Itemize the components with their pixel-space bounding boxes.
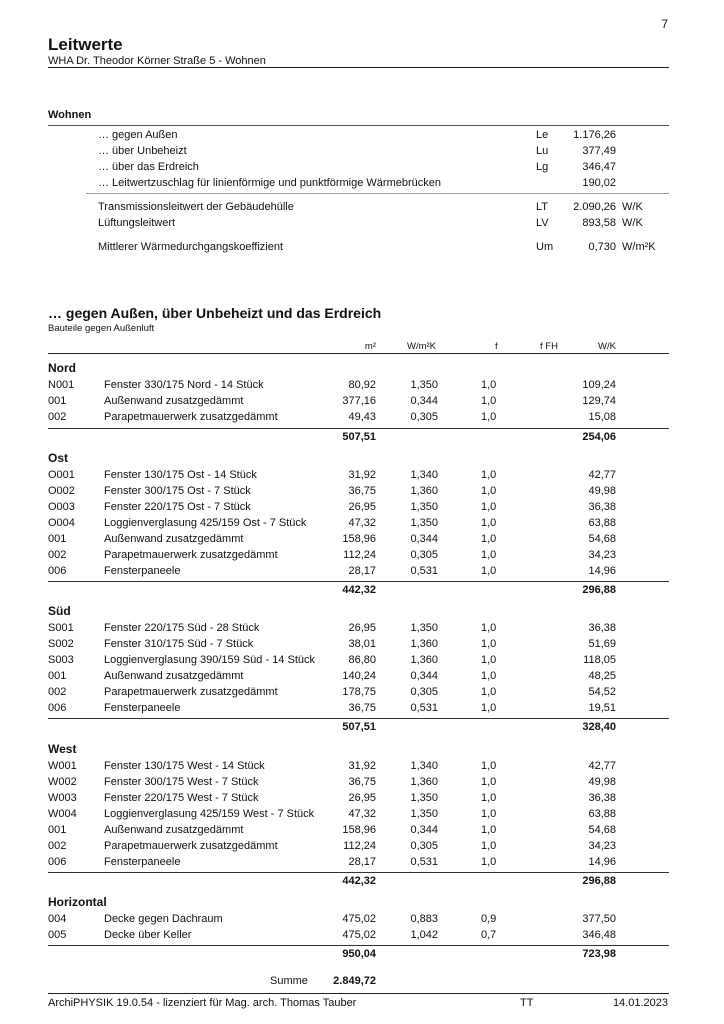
- element-conductance: 118,05: [583, 654, 616, 666]
- group-sum-rule: [48, 718, 669, 719]
- element-u-value: 1,350: [410, 379, 438, 391]
- element-code: O002: [48, 485, 75, 497]
- summary-label: Lüftungsleitwert: [98, 217, 176, 229]
- element-code: 005: [48, 929, 67, 941]
- element-u-value: 1,360: [410, 654, 438, 666]
- element-f-factor: 1,0: [481, 501, 497, 513]
- element-area: 38,01: [348, 638, 376, 650]
- element-conductance: 63,88: [588, 517, 616, 529]
- summary-row: [0, 145, 724, 161]
- element-u-value: 1,350: [410, 501, 438, 513]
- footer-rule: [48, 993, 669, 994]
- table-row: [0, 654, 724, 670]
- element-code: 006: [48, 565, 67, 577]
- element-name: Loggienverglasung 425/159 West - 7 Stück: [104, 808, 315, 820]
- element-u-value: 0,344: [410, 670, 438, 682]
- summary-total-row: [0, 217, 724, 233]
- element-f-factor: 1,0: [481, 622, 497, 634]
- summary-value: 0,730: [588, 241, 616, 253]
- group-sum-conductance: 296,88: [582, 584, 616, 596]
- element-code: W003: [48, 792, 77, 804]
- element-conductance: 49,98: [588, 776, 616, 788]
- element-conductance: 34,23: [588, 549, 616, 561]
- table-row: [0, 411, 724, 427]
- element-u-value: 0,883: [410, 913, 438, 925]
- summary-label: Mittlerer Wärmedurchgangskoeffizient: [98, 241, 284, 253]
- element-u-value: 1,340: [410, 469, 438, 481]
- element-f-factor: 1,0: [481, 549, 497, 561]
- group-sum-row: [0, 431, 724, 447]
- table-row: [0, 776, 724, 792]
- element-conductance: 54,68: [588, 533, 616, 545]
- element-code: 002: [48, 411, 67, 423]
- summary-symbol: Le: [536, 129, 549, 141]
- element-u-value: 0,305: [410, 411, 438, 423]
- element-conductance: 36,38: [588, 622, 616, 634]
- element-code: W002: [48, 776, 77, 788]
- table-row: [0, 840, 724, 856]
- element-name: Fensterpaneele: [104, 702, 181, 714]
- element-conductance: 54,52: [588, 686, 616, 698]
- summary-value: 190,02: [582, 177, 616, 189]
- element-name: Fenster 220/175 West - 7 Stück: [104, 792, 259, 804]
- summary-total-row: [0, 201, 724, 217]
- element-code: O004: [48, 517, 75, 529]
- element-f-factor: 1,0: [481, 760, 497, 772]
- group-sum-row: [0, 721, 724, 737]
- element-code: S003: [48, 654, 74, 666]
- element-area: 26,95: [348, 501, 376, 513]
- element-code: 001: [48, 533, 67, 545]
- element-area: 158,96: [342, 533, 376, 545]
- element-code: 001: [48, 395, 67, 407]
- element-area: 80,92: [348, 379, 376, 391]
- group-title: Süd: [48, 604, 71, 618]
- element-name: Außenwand zusatzgedämmt: [104, 824, 244, 836]
- element-u-value: 1,350: [410, 792, 438, 804]
- element-u-value: 1,360: [410, 776, 438, 788]
- element-f-factor: 1,0: [481, 670, 497, 682]
- table-row: [0, 565, 724, 581]
- element-u-value: 0,305: [410, 549, 438, 561]
- element-u-value: 0,344: [410, 533, 438, 545]
- element-name: Parapetmauerwerk zusatzgedämmt: [104, 411, 278, 423]
- element-name: Fenster 220/175 Ost - 7 Stück: [104, 501, 251, 513]
- group-sum-area: 507,51: [342, 721, 376, 733]
- group-sum-area: 442,32: [342, 584, 376, 596]
- element-f-factor: 1,0: [481, 485, 497, 497]
- document-title: Leitwerte: [48, 35, 123, 54]
- element-f-factor: 1,0: [481, 792, 497, 804]
- group-sum-conductance: 723,98: [582, 948, 616, 960]
- table-row: [0, 760, 724, 776]
- group-sum-row: [0, 875, 724, 891]
- summary-row: [0, 161, 724, 177]
- summary-symbol: LV: [536, 217, 549, 229]
- footer-license: ArchiPHYSIK 19.0.54 - lizenziert für Mag. arch. Thomas Tauber: [48, 997, 357, 1009]
- grand-total-row: [0, 975, 724, 991]
- group-sum-rule: [48, 872, 669, 873]
- footer-initials: TT: [520, 997, 534, 1009]
- summary-title: Wohnen: [48, 109, 92, 121]
- element-name: Decke über Keller: [104, 929, 192, 941]
- element-code: 002: [48, 686, 67, 698]
- table-row: [0, 856, 724, 872]
- summary-subtotal-rule: [86, 193, 669, 194]
- element-code: 006: [48, 702, 67, 714]
- group-sum-rule: [48, 945, 669, 946]
- element-area: 26,95: [348, 792, 376, 804]
- element-name: Außenwand zusatzgedämmt: [104, 533, 244, 545]
- column-header-wk: W/K: [598, 341, 616, 352]
- element-conductance: 15,08: [588, 411, 616, 423]
- table-row: [0, 913, 724, 929]
- element-f-factor: 1,0: [481, 517, 497, 529]
- element-area: 31,92: [348, 469, 376, 481]
- element-u-value: 0,344: [410, 395, 438, 407]
- element-area: 158,96: [342, 824, 376, 836]
- element-name: Fenster 130/175 Ost - 14 Stück: [104, 469, 257, 481]
- element-name: Außenwand zusatzgedämmt: [104, 395, 244, 407]
- element-name: Loggienverglasung 390/159 Süd - 14 Stück: [104, 654, 315, 666]
- grand-total-label: Summe: [270, 975, 308, 987]
- element-u-value: 1,042: [410, 929, 438, 941]
- element-f-factor: 1,0: [481, 654, 497, 666]
- grand-total-value: 2.849,72: [333, 975, 376, 987]
- element-name: Parapetmauerwerk zusatzgedämmt: [104, 840, 278, 852]
- element-name: Parapetmauerwerk zusatzgedämmt: [104, 686, 278, 698]
- summary-mean-row: [0, 241, 724, 257]
- table-row: [0, 686, 724, 702]
- element-area: 47,32: [348, 808, 376, 820]
- group-sum-row: [0, 948, 724, 964]
- element-f-factor: 1,0: [481, 638, 497, 650]
- element-area: 140,24: [342, 670, 376, 682]
- summary-value: 893,58: [582, 217, 616, 229]
- element-u-value: 1,350: [410, 622, 438, 634]
- group-sum-conductance: 254,06: [582, 431, 616, 443]
- element-area: 36,75: [348, 776, 376, 788]
- summary-label: … Leitwertzuschlag für linienförmige und punktförmige Wärmebrücken: [98, 177, 441, 189]
- element-u-value: 0,531: [410, 702, 438, 714]
- table-row: [0, 670, 724, 686]
- element-conductance: 42,77: [588, 469, 616, 481]
- table-row: [0, 379, 724, 395]
- element-name: Parapetmauerwerk zusatzgedämmt: [104, 549, 278, 561]
- header-rule: [48, 67, 669, 68]
- table-row: [0, 469, 724, 485]
- footer-date: 14.01.2023: [612, 997, 668, 1009]
- element-conductance: 377,50: [582, 913, 616, 925]
- element-conductance: 346,48: [582, 929, 616, 941]
- table-row: [0, 622, 724, 638]
- element-area: 26,95: [348, 622, 376, 634]
- element-u-value: 1,350: [410, 808, 438, 820]
- group-sum-rule: [48, 428, 669, 429]
- element-name: Fenster 310/175 Süd - 7 Stück: [104, 638, 254, 650]
- column-header-area: m²: [364, 341, 376, 352]
- element-u-value: 1,360: [410, 638, 438, 650]
- element-conductance: 54,68: [588, 824, 616, 836]
- detail-subtitle: Bauteile gegen Außenluft: [48, 323, 155, 334]
- element-f-factor: 1,0: [481, 808, 497, 820]
- summary-row: [0, 129, 724, 145]
- element-area: 86,80: [348, 654, 376, 666]
- table-row: [0, 638, 724, 654]
- element-name: Fenster 130/175 West - 14 Stück: [104, 760, 265, 772]
- element-area: 36,75: [348, 702, 376, 714]
- element-conductance: 49,98: [588, 485, 616, 497]
- element-f-factor: 0,9: [481, 913, 497, 925]
- element-conductance: 14,96: [588, 565, 616, 577]
- table-row: [0, 808, 724, 824]
- element-name: Fensterpaneele: [104, 856, 181, 868]
- column-header-f: f: [495, 341, 498, 352]
- column-header-u: W/m²K: [407, 341, 437, 352]
- group-sum-rule: [48, 581, 669, 582]
- summary-symbol: Lu: [536, 145, 549, 157]
- summary-value: 346,47: [582, 161, 616, 173]
- element-u-value: 1,350: [410, 517, 438, 529]
- element-f-factor: 1,0: [481, 533, 497, 545]
- summary-label: Transmissionsleitwert der Gebäudehülle: [98, 201, 294, 213]
- element-name: Fenster 220/175 Süd - 28 Stück: [104, 622, 260, 634]
- element-f-factor: 0,7: [481, 929, 497, 941]
- group-sum-area: 442,32: [342, 875, 376, 887]
- group-sum-area: 507,51: [342, 431, 376, 443]
- group-title: West: [48, 742, 77, 756]
- element-conductance: 36,38: [588, 792, 616, 804]
- element-code: 004: [48, 913, 67, 925]
- table-row: [0, 929, 724, 945]
- element-code: W001: [48, 760, 77, 772]
- element-f-factor: 1,0: [481, 840, 497, 852]
- element-u-value: 0,305: [410, 840, 438, 852]
- group-sum-conductance: 296,88: [582, 875, 616, 887]
- summary-value: 377,49: [582, 145, 616, 157]
- column-header-ffh: f FH: [540, 341, 558, 352]
- element-conductance: 51,69: [588, 638, 616, 650]
- element-code: W004: [48, 808, 77, 820]
- element-u-value: 0,305: [410, 686, 438, 698]
- element-u-value: 0,531: [410, 856, 438, 868]
- summary-symbol: LT: [536, 201, 549, 213]
- element-name: Fensterpaneele: [104, 565, 181, 577]
- element-name: Loggienverglasung 425/159 Ost - 7 Stück: [104, 517, 307, 529]
- column-header-rule: [48, 353, 669, 354]
- element-area: 178,75: [342, 686, 376, 698]
- element-area: 49,43: [348, 411, 376, 423]
- element-f-factor: 1,0: [481, 469, 497, 481]
- element-area: 47,32: [348, 517, 376, 529]
- table-row: [0, 824, 724, 840]
- table-row: [0, 501, 724, 517]
- table-row: [0, 792, 724, 808]
- element-u-value: 0,531: [410, 565, 438, 577]
- element-area: 31,92: [348, 760, 376, 772]
- element-f-factor: 1,0: [481, 856, 497, 868]
- element-u-value: 0,344: [410, 824, 438, 836]
- element-name: Fenster 300/175 West - 7 Stück: [104, 776, 259, 788]
- element-name: Fenster 330/175 Nord - 14 Stück: [104, 379, 264, 391]
- element-area: 377,16: [342, 395, 376, 407]
- element-conductance: 129,74: [582, 395, 616, 407]
- element-area: 112,24: [343, 840, 376, 852]
- table-row: [0, 549, 724, 565]
- element-code: O001: [48, 469, 75, 481]
- summary-row: [0, 177, 724, 193]
- element-conductance: 48,25: [588, 670, 616, 682]
- group-title: Ost: [48, 451, 69, 465]
- element-conductance: 14,96: [588, 856, 616, 868]
- element-f-factor: 1,0: [481, 776, 497, 788]
- element-code: N001: [48, 379, 75, 391]
- element-code: S001: [48, 622, 74, 634]
- element-conductance: 34,23: [588, 840, 616, 852]
- element-conductance: 42,77: [588, 760, 616, 772]
- group-title: Nord: [48, 361, 76, 375]
- element-f-factor: 1,0: [481, 379, 497, 391]
- element-name: Fenster 300/175 Ost - 7 Stück: [104, 485, 251, 497]
- element-code: 001: [48, 824, 67, 836]
- summary-unit: W/K: [622, 217, 643, 229]
- summary-label: … über das Erdreich: [98, 161, 199, 173]
- summary-unit: W/m²K: [622, 241, 656, 253]
- element-conductance: 109,24: [582, 379, 616, 391]
- element-code: S002: [48, 638, 74, 650]
- group-title: Horizontal: [48, 895, 107, 909]
- element-conductance: 63,88: [588, 808, 616, 820]
- table-row: [0, 485, 724, 501]
- element-area: 112,24: [343, 549, 376, 561]
- element-code: 001: [48, 670, 67, 682]
- group-sum-row: [0, 584, 724, 600]
- element-area: 28,17: [348, 565, 376, 577]
- element-f-factor: 1,0: [481, 702, 497, 714]
- group-sum-area: 950,04: [342, 948, 376, 960]
- element-conductance: 36,38: [588, 501, 616, 513]
- element-f-factor: 1,0: [481, 686, 497, 698]
- element-area: 475,02: [342, 913, 376, 925]
- summary-unit: W/K: [622, 201, 643, 213]
- element-code: 002: [48, 840, 67, 852]
- element-name: Decke gegen Dachraum: [104, 913, 223, 925]
- summary-value: 2.090,26: [573, 201, 616, 213]
- summary-symbol: Lg: [536, 161, 549, 173]
- summary-label: … gegen Außen: [98, 129, 178, 141]
- element-u-value: 1,360: [410, 485, 438, 497]
- table-row: [0, 395, 724, 411]
- element-f-factor: 1,0: [481, 824, 497, 836]
- element-code: 002: [48, 549, 67, 561]
- element-u-value: 1,340: [410, 760, 438, 772]
- table-row: [0, 533, 724, 549]
- summary-label: … über Unbeheizt: [98, 145, 187, 157]
- element-code: 006: [48, 856, 67, 868]
- document-subtitle: WHA Dr. Theodor Körner Straße 5 - Wohnen: [48, 55, 266, 67]
- summary-symbol: Um: [536, 241, 554, 253]
- element-code: O003: [48, 501, 75, 513]
- element-area: 36,75: [348, 485, 376, 497]
- group-sum-conductance: 328,40: [582, 721, 616, 733]
- summary-rule: [48, 125, 669, 126]
- table-row: [0, 702, 724, 718]
- page-number: 7: [661, 17, 668, 31]
- summary-value: 1.176,26: [573, 129, 616, 141]
- table-row: [0, 517, 724, 533]
- detail-title: … gegen Außen, über Unbeheizt und das Erdreich: [48, 305, 382, 321]
- element-f-factor: 1,0: [481, 411, 497, 423]
- element-conductance: 19,51: [588, 702, 616, 714]
- element-area: 475,02: [342, 929, 376, 941]
- element-area: 28,17: [348, 856, 376, 868]
- element-f-factor: 1,0: [481, 395, 497, 407]
- element-name: Außenwand zusatzgedämmt: [104, 670, 244, 682]
- element-f-factor: 1,0: [481, 565, 497, 577]
